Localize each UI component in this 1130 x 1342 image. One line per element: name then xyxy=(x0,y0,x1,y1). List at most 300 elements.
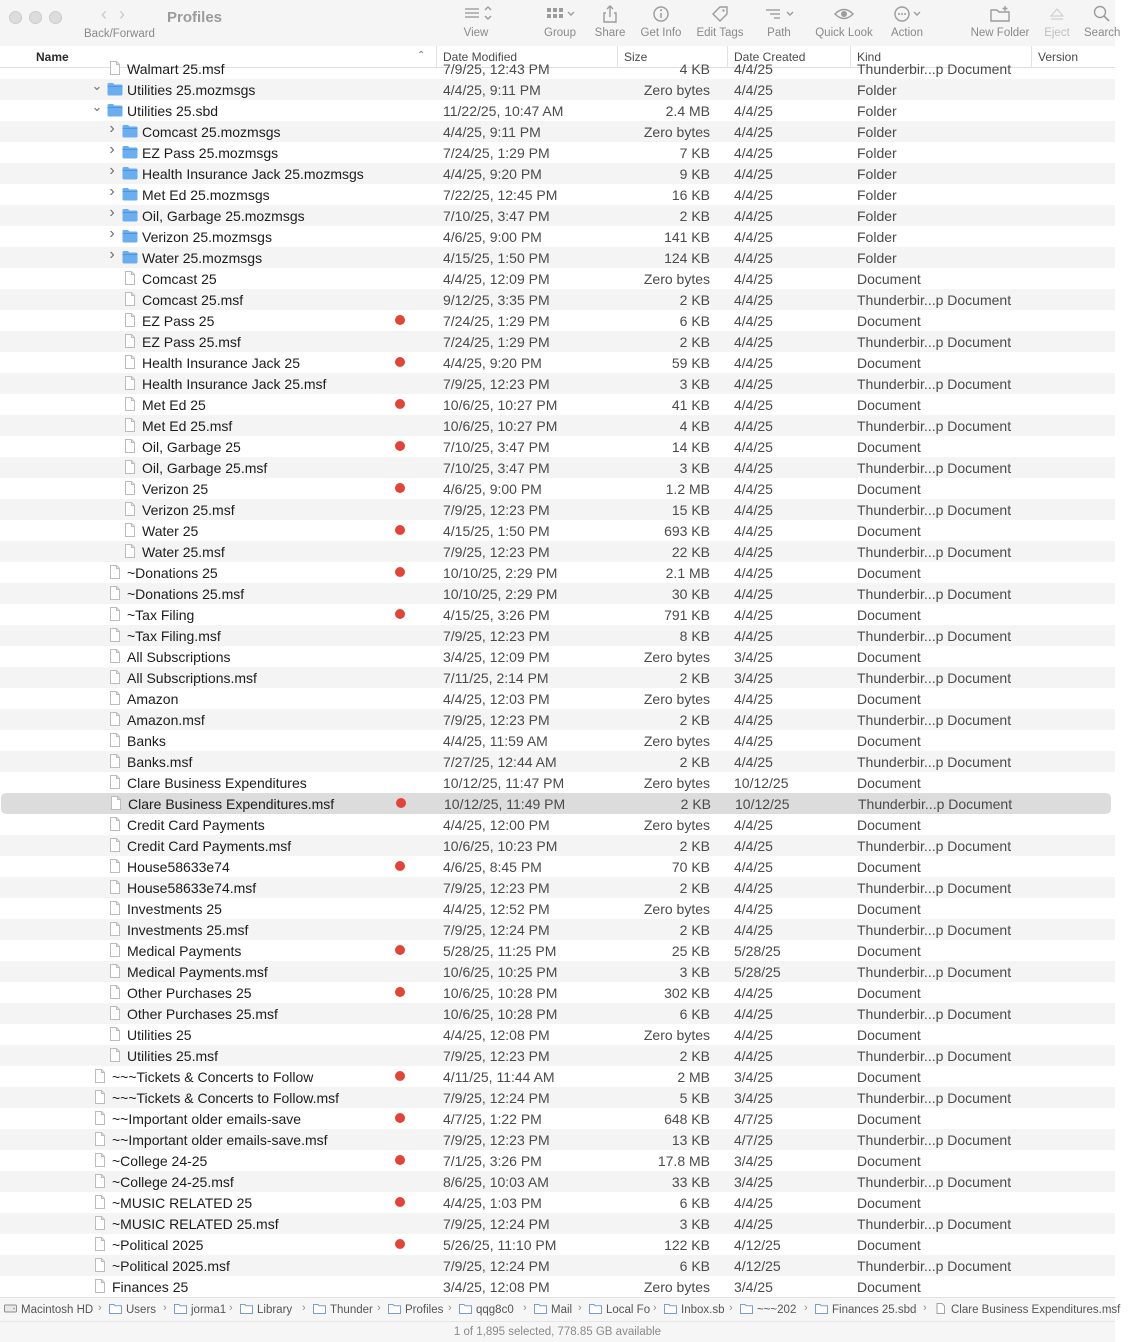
folder-row[interactable] xyxy=(0,226,1115,247)
kind-cell: Document xyxy=(857,985,921,1001)
path-separator-icon: › xyxy=(163,1302,167,1314)
file-row[interactable] xyxy=(0,709,1115,730)
size-cell: 2 KB xyxy=(679,880,710,896)
date-created-cell: 3/4/25 xyxy=(734,649,773,665)
folder-row[interactable] xyxy=(0,100,1115,121)
kind-cell: Folder xyxy=(857,229,897,245)
document-icon xyxy=(107,586,123,600)
quick-look-button[interactable] xyxy=(814,4,874,39)
file-name: Comcast 25.mozmsgs xyxy=(142,124,281,140)
disclosure-closed-icon[interactable]: › xyxy=(109,246,115,263)
folder-icon xyxy=(107,103,123,117)
date-modified-cell: 7/9/25, 12:24 PM xyxy=(443,922,550,938)
drive-icon xyxy=(4,1304,21,1316)
kind-cell: Document xyxy=(857,523,921,539)
date-created-cell: 4/4/25 xyxy=(734,481,773,497)
date-modified-cell: 4/4/25, 9:20 PM xyxy=(443,355,542,371)
path-separator-icon: › xyxy=(653,1302,657,1314)
disclosure-closed-icon[interactable]: › xyxy=(109,141,115,158)
file-row[interactable] xyxy=(0,1171,1115,1192)
path-crumb-label: Local Fo xyxy=(606,1304,651,1316)
file-row[interactable] xyxy=(0,373,1115,394)
file-row[interactable] xyxy=(0,604,1115,625)
kind-cell: Document xyxy=(857,1111,921,1127)
file-row[interactable] xyxy=(0,772,1115,793)
date-modified-cell: 10/10/25, 2:29 PM xyxy=(443,586,558,602)
forward-arrow-icon[interactable]: › xyxy=(119,4,137,24)
date-created-cell: 4/4/25 xyxy=(734,439,773,455)
date-modified-cell: 4/4/25, 12:52 PM xyxy=(443,901,550,917)
file-name: ~College 24-25.msf xyxy=(112,1174,234,1190)
size-cell: Zero bytes xyxy=(643,1279,710,1295)
kind-cell: Folder xyxy=(857,124,897,140)
document-icon xyxy=(92,1279,108,1293)
new-folder-label: New Folder xyxy=(970,27,1030,39)
kind-cell: Thunderbir...p Document xyxy=(857,922,1012,938)
file-row[interactable] xyxy=(0,331,1115,352)
folder-icon xyxy=(122,229,138,243)
share-icon xyxy=(600,4,620,24)
date-created-cell: 10/12/25 xyxy=(734,775,789,791)
folder-icon xyxy=(459,1304,476,1316)
path-crumb[interactable] xyxy=(459,1303,514,1317)
document-icon xyxy=(108,796,124,810)
path-crumb-label: Inbox.sb xyxy=(681,1304,725,1316)
file-name: Clare Business Expenditures.msf xyxy=(128,796,335,812)
red-tag-icon xyxy=(395,357,405,367)
folder-row[interactable] xyxy=(0,79,1115,100)
size-cell: Zero bytes xyxy=(643,82,710,98)
tag-icon xyxy=(710,4,730,24)
date-modified-cell: 7/24/25, 1:29 PM xyxy=(443,334,550,350)
path-crumb[interactable] xyxy=(109,1303,156,1317)
file-row[interactable] xyxy=(0,877,1115,898)
document-icon xyxy=(107,1006,123,1020)
file-row[interactable] xyxy=(0,352,1115,373)
file-name: Medical Payments.msf xyxy=(127,964,268,980)
file-name: Other Purchases 25.msf xyxy=(127,1006,278,1022)
kind-cell: Thunderbir...p Document xyxy=(857,754,1012,770)
back-arrow-icon[interactable]: ‹ xyxy=(101,4,119,24)
date-modified-cell: 7/10/25, 3:47 PM xyxy=(443,439,550,455)
disclosure-closed-icon[interactable]: › xyxy=(109,162,115,179)
path-crumb[interactable] xyxy=(313,1303,373,1317)
get-info-button[interactable] xyxy=(638,4,684,39)
file-row[interactable] xyxy=(0,436,1115,457)
path-crumb[interactable] xyxy=(664,1303,724,1317)
folder-row[interactable] xyxy=(0,121,1115,142)
date-modified-cell: 7/9/25, 12:43 PM xyxy=(443,61,550,77)
kind-cell: Thunderbir...p Document xyxy=(857,880,1012,896)
file-name: Comcast 25 xyxy=(142,271,217,287)
file-name: ~~Important older emails-save.msf xyxy=(112,1132,328,1148)
disclosure-closed-icon[interactable]: › xyxy=(109,204,115,221)
file-row[interactable] xyxy=(0,688,1115,709)
file-row[interactable] xyxy=(0,58,1115,79)
red-tag-icon xyxy=(395,1155,405,1165)
file-name: Met Ed 25.mozmsgs xyxy=(142,187,270,203)
path-separator-icon: › xyxy=(523,1302,527,1314)
kind-cell: Document xyxy=(857,565,921,581)
more-icon xyxy=(890,4,924,24)
file-row[interactable] xyxy=(0,1192,1115,1213)
file-row[interactable] xyxy=(0,478,1115,499)
red-tag-icon xyxy=(395,1197,405,1207)
date-created-cell: 3/4/25 xyxy=(734,1153,773,1169)
size-cell: 2 KB xyxy=(679,670,710,686)
date-modified-cell: 10/6/25, 10:23 PM xyxy=(443,838,558,854)
file-name: ~Donations 25.msf xyxy=(127,586,245,602)
date-modified-cell: 7/9/25, 12:23 PM xyxy=(443,544,550,560)
file-row[interactable] xyxy=(0,751,1115,772)
kind-cell: Document xyxy=(857,1027,921,1043)
document-icon xyxy=(107,712,123,726)
file-row[interactable] xyxy=(0,730,1115,751)
size-cell: 2 KB xyxy=(679,922,710,938)
file-row[interactable] xyxy=(0,940,1115,961)
path-crumb[interactable] xyxy=(240,1303,292,1317)
date-modified-cell: 9/12/25, 3:35 PM xyxy=(443,292,550,308)
date-created-cell: 4/4/25 xyxy=(734,271,773,287)
size-cell: Zero bytes xyxy=(643,1027,710,1043)
file-row[interactable] xyxy=(0,919,1115,940)
document-icon xyxy=(122,271,138,285)
file-name: All Subscriptions.msf xyxy=(127,670,257,686)
document-icon xyxy=(122,397,138,411)
path-bar xyxy=(0,1297,1121,1321)
path-crumb[interactable] xyxy=(534,1303,572,1317)
file-row[interactable] xyxy=(0,583,1115,604)
kind-cell: Document xyxy=(857,1279,921,1295)
document-icon xyxy=(92,1216,108,1230)
path-crumb-label: Finances 25.sbd xyxy=(832,1304,917,1316)
document-icon xyxy=(107,670,123,684)
close-window-button[interactable] xyxy=(9,11,22,24)
share-button[interactable] xyxy=(592,4,628,39)
column-kind[interactable]: Kind xyxy=(850,46,1031,68)
red-tag-icon xyxy=(395,609,405,619)
kind-cell: Thunderbir...p Document xyxy=(857,460,1012,476)
size-cell: 2 KB xyxy=(680,796,711,812)
file-name: ~Tax Filing xyxy=(127,607,195,623)
path-crumb[interactable] xyxy=(815,1303,916,1317)
column-name[interactable]: Name xyxy=(36,50,69,64)
file-name: Met Ed 25.msf xyxy=(142,418,233,434)
path-crumb[interactable] xyxy=(388,1303,443,1317)
file-name: Water 25.mozmsgs xyxy=(142,250,263,266)
date-created-cell: 4/4/25 xyxy=(734,292,773,308)
size-cell: 22 KB xyxy=(671,544,710,560)
date-modified-cell: 4/6/25, 8:45 PM xyxy=(443,859,542,875)
kind-cell: Thunderbir...p Document xyxy=(857,1090,1012,1106)
file-row-selected[interactable] xyxy=(1,793,1111,814)
eye-icon xyxy=(833,4,855,24)
file-row[interactable] xyxy=(0,982,1115,1003)
date-modified-cell: 5/28/25, 11:25 PM xyxy=(443,943,557,959)
document-icon xyxy=(92,1132,108,1146)
date-modified-cell: 7/27/25, 12:44 AM xyxy=(443,754,557,770)
document-icon xyxy=(934,1304,951,1316)
kind-cell: Document xyxy=(857,271,921,287)
path-crumb[interactable] xyxy=(740,1303,796,1317)
zoom-window-button[interactable] xyxy=(49,11,62,24)
size-cell: 6 KB xyxy=(679,1258,710,1274)
date-created-cell: 3/4/25 xyxy=(734,1090,773,1106)
file-row[interactable] xyxy=(0,394,1115,415)
file-row[interactable] xyxy=(0,499,1115,520)
column-version[interactable]: Version xyxy=(1031,46,1115,68)
file-row[interactable] xyxy=(0,1066,1115,1087)
path-crumb[interactable] xyxy=(589,1303,650,1317)
file-name: Verizon 25.mozmsgs xyxy=(142,229,272,245)
date-modified-cell: 7/9/25, 12:24 PM xyxy=(443,1216,550,1232)
date-created-cell: 4/7/25 xyxy=(734,1132,773,1148)
file-row[interactable] xyxy=(0,1108,1115,1129)
file-row[interactable] xyxy=(0,310,1115,331)
file-row[interactable] xyxy=(0,835,1115,856)
red-tag-icon xyxy=(395,441,405,451)
size-cell: Zero bytes xyxy=(643,691,710,707)
kind-cell: Thunderbir...p Document xyxy=(857,502,1012,518)
document-icon xyxy=(107,754,123,768)
kind-cell: Thunderbir...p Document xyxy=(857,670,1012,686)
red-tag-icon xyxy=(395,1071,405,1081)
red-tag-icon xyxy=(395,315,405,325)
size-cell: 9 KB xyxy=(679,166,710,182)
file-name: Utilities 25 xyxy=(127,1027,192,1043)
file-row[interactable] xyxy=(0,1024,1115,1045)
file-row[interactable] xyxy=(0,1276,1115,1297)
file-name: Utilities 25.mozmsgs xyxy=(127,82,256,98)
file-name: EZ Pass 25.msf xyxy=(142,334,241,350)
size-cell: 16 KB xyxy=(671,187,710,203)
date-created-cell: 4/4/25 xyxy=(734,1216,773,1232)
kind-cell: Thunderbir...p Document xyxy=(857,334,1012,350)
date-modified-cell: 7/9/25, 12:23 PM xyxy=(443,628,550,644)
date-created-cell: 4/4/25 xyxy=(734,859,773,875)
file-row[interactable] xyxy=(0,898,1115,919)
disclosure-closed-icon[interactable]: › xyxy=(109,183,115,200)
document-icon xyxy=(107,61,123,75)
new-folder-icon xyxy=(989,4,1011,24)
document-icon xyxy=(92,1069,108,1083)
file-row[interactable] xyxy=(0,1213,1115,1234)
group-button[interactable] xyxy=(540,4,580,39)
kind-cell: Document xyxy=(857,355,921,371)
folder-icon xyxy=(815,1304,832,1316)
date-created-cell: 4/4/25 xyxy=(734,61,773,77)
file-row[interactable] xyxy=(0,1045,1115,1066)
share-label: Share xyxy=(594,27,626,39)
file-row[interactable] xyxy=(0,1003,1115,1024)
path-crumb-label: Thunder xyxy=(330,1304,373,1316)
date-modified-cell: 4/4/25, 1:03 PM xyxy=(443,1195,542,1211)
date-created-cell: 4/12/25 xyxy=(734,1258,781,1274)
path-separator-icon: › xyxy=(923,1302,927,1314)
file-row[interactable] xyxy=(0,415,1115,436)
folder-icon xyxy=(109,1304,126,1316)
size-cell: 1.2 MB xyxy=(665,481,710,497)
file-row[interactable] xyxy=(0,289,1115,310)
action-button[interactable] xyxy=(888,4,926,39)
file-row[interactable] xyxy=(0,1255,1115,1276)
date-created-cell: 4/4/25 xyxy=(734,502,773,518)
kind-cell: Document xyxy=(857,1069,921,1085)
date-modified-cell: 10/6/25, 10:25 PM xyxy=(443,964,558,980)
file-row[interactable] xyxy=(0,1087,1115,1108)
date-created-cell: 4/4/25 xyxy=(734,628,773,644)
kind-cell: Document xyxy=(857,1153,921,1169)
file-row[interactable] xyxy=(0,814,1115,835)
file-name: Water 25.msf xyxy=(142,544,225,560)
size-cell: 17.8 MB xyxy=(657,1153,710,1169)
date-created-cell: 3/4/25 xyxy=(734,1174,773,1190)
date-modified-cell: 4/15/25, 1:50 PM xyxy=(443,523,550,539)
size-cell: 2 MB xyxy=(677,1069,710,1085)
date-modified-cell: 7/9/25, 12:23 PM xyxy=(443,880,550,896)
file-row[interactable] xyxy=(0,520,1115,541)
date-created-cell: 4/4/25 xyxy=(734,607,773,623)
size-cell: 3 KB xyxy=(679,1216,710,1232)
size-cell: 33 KB xyxy=(671,1174,710,1190)
file-row[interactable] xyxy=(0,268,1115,289)
file-name: Met Ed 25 xyxy=(142,397,206,413)
edit-tags-label: Edit Tags xyxy=(696,27,744,39)
document-icon xyxy=(122,355,138,369)
date-created-cell: 4/4/25 xyxy=(734,229,773,245)
size-cell: 2 KB xyxy=(679,838,710,854)
file-name: House58633e74 xyxy=(127,859,230,875)
disclosure-closed-icon[interactable]: › xyxy=(109,225,115,242)
document-icon xyxy=(107,859,123,873)
kind-cell: Thunderbir...p Document xyxy=(857,376,1012,392)
eject-button[interactable] xyxy=(1042,4,1072,39)
view-button[interactable] xyxy=(456,4,496,39)
size-cell: Zero bytes xyxy=(643,901,710,917)
path-crumb[interactable] xyxy=(934,1303,1120,1317)
file-name: Verizon 25.msf xyxy=(142,502,235,518)
path-crumb[interactable] xyxy=(4,1303,93,1317)
back-forward-arrows[interactable] xyxy=(101,4,137,25)
folder-row[interactable] xyxy=(0,142,1115,163)
file-name: Banks.msf xyxy=(127,754,193,770)
folder-row[interactable] xyxy=(0,205,1115,226)
file-row[interactable] xyxy=(0,541,1115,562)
date-created-cell: 4/4/25 xyxy=(734,208,773,224)
size-cell: 3 KB xyxy=(679,964,710,980)
search-icon xyxy=(1092,4,1112,24)
path-crumb[interactable] xyxy=(174,1303,226,1317)
edit-tags-button[interactable] xyxy=(694,4,746,39)
folder-icon xyxy=(107,82,123,96)
date-created-cell: 4/4/25 xyxy=(734,145,773,161)
file-name: All Subscriptions xyxy=(127,649,231,665)
search-button[interactable] xyxy=(1084,4,1130,39)
kind-cell: Thunderbir...p Document xyxy=(857,1132,1012,1148)
document-icon xyxy=(107,901,123,915)
eject-label: Eject xyxy=(1044,27,1070,39)
file-row[interactable] xyxy=(0,562,1115,583)
folder-row[interactable] xyxy=(0,184,1115,205)
date-created-cell: 4/4/25 xyxy=(734,313,773,329)
finder-toolbar xyxy=(0,0,1121,46)
path-crumb-label: qqg8c0 xyxy=(476,1304,514,1316)
date-created-cell: 4/4/25 xyxy=(734,817,773,833)
sort-ascending-icon: ⌃ xyxy=(417,50,426,61)
disclosure-open-icon[interactable]: ⌄ xyxy=(91,99,103,114)
date-created-cell: 4/4/25 xyxy=(734,922,773,938)
date-modified-cell: 7/9/25, 12:24 PM xyxy=(443,1258,550,1274)
kind-cell: Document xyxy=(857,943,921,959)
date-created-cell: 4/4/25 xyxy=(734,124,773,140)
folder-row[interactable] xyxy=(0,163,1115,184)
date-modified-cell: 4/6/25, 9:00 PM xyxy=(443,481,542,497)
back-forward-label: Back/Forward xyxy=(84,28,155,40)
disclosure-open-icon[interactable]: ⌄ xyxy=(91,78,103,93)
file-row[interactable] xyxy=(0,667,1115,688)
file-row[interactable] xyxy=(0,1150,1115,1171)
document-icon xyxy=(107,922,123,936)
date-created-cell: 5/28/25 xyxy=(734,943,781,959)
folder-icon xyxy=(122,145,138,159)
date-created-cell: 3/4/25 xyxy=(734,1279,773,1295)
size-cell: Zero bytes xyxy=(643,733,710,749)
document-icon xyxy=(92,1258,108,1272)
path-button[interactable] xyxy=(762,4,796,39)
file-row[interactable] xyxy=(0,1129,1115,1150)
kind-cell: Folder xyxy=(857,250,897,266)
file-row[interactable] xyxy=(0,646,1115,667)
size-cell: 4 KB xyxy=(679,418,710,434)
file-row[interactable] xyxy=(0,625,1115,646)
file-name: Amazon xyxy=(127,691,179,707)
column-size[interactable]: Size xyxy=(617,46,727,68)
file-name: ~Donations 25 xyxy=(127,565,218,581)
size-cell: Zero bytes xyxy=(643,271,710,287)
kind-cell: Thunderbir...p Document xyxy=(858,796,1013,812)
kind-cell: Folder xyxy=(857,187,897,203)
column-date-created[interactable]: Date Created xyxy=(727,46,850,68)
file-name: ~Political 2025 xyxy=(112,1237,204,1253)
folder-row[interactable] xyxy=(0,247,1115,268)
date-modified-cell: 10/12/25, 11:47 PM xyxy=(443,775,565,791)
file-row[interactable] xyxy=(0,961,1115,982)
column-date-modified[interactable]: Date Modified xyxy=(436,46,617,68)
date-modified-cell: 4/4/25, 9:20 PM xyxy=(443,166,542,182)
date-created-cell: 4/12/25 xyxy=(734,1237,781,1253)
document-icon xyxy=(122,544,138,558)
file-row[interactable] xyxy=(0,457,1115,478)
date-created-cell: 4/4/25 xyxy=(734,355,773,371)
date-created-cell: 4/4/25 xyxy=(734,376,773,392)
date-modified-cell: 4/11/25, 11:44 AM xyxy=(443,1069,555,1085)
file-name: Amazon.msf xyxy=(127,712,205,728)
status-bar: 1 of 1,895 selected, 778.85 GB available xyxy=(0,1321,1115,1342)
date-modified-cell: 4/4/25, 12:08 PM xyxy=(443,1027,550,1043)
date-modified-cell: 7/9/25, 12:24 PM xyxy=(443,1090,550,1106)
minimize-window-button[interactable] xyxy=(29,11,42,24)
date-modified-cell: 4/4/25, 12:03 PM xyxy=(443,691,550,707)
disclosure-closed-icon[interactable]: › xyxy=(109,120,115,137)
file-row[interactable] xyxy=(0,1234,1115,1255)
size-cell: 14 KB xyxy=(671,439,710,455)
new-folder-button[interactable] xyxy=(968,4,1032,39)
file-name: Credit Card Payments xyxy=(127,817,265,833)
file-row[interactable] xyxy=(0,856,1115,877)
path-label: Path xyxy=(767,27,791,39)
date-created-cell: 4/4/25 xyxy=(734,712,773,728)
date-created-cell: 4/4/25 xyxy=(734,565,773,581)
